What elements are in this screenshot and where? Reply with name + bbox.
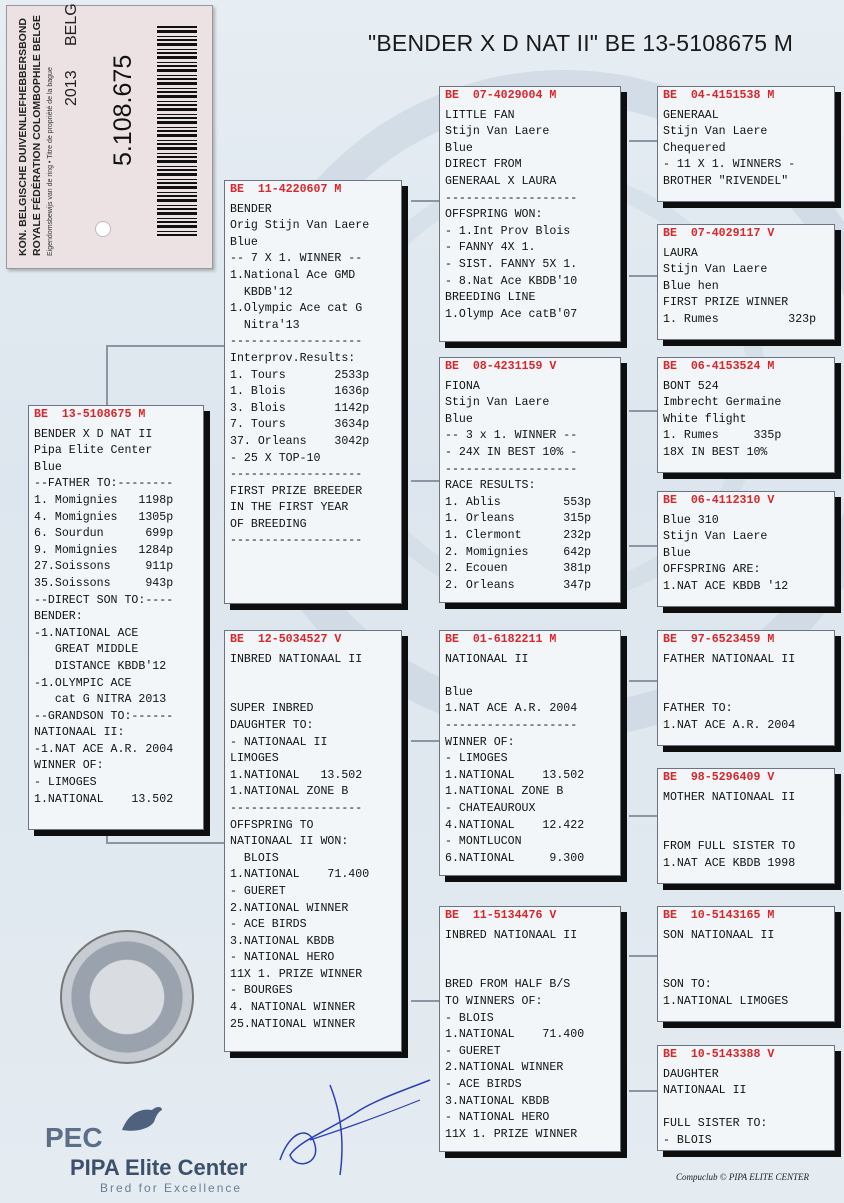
card-line: 1.National Ace GMD: [230, 268, 356, 282]
card-line: WINNER OF:: [34, 759, 104, 773]
card-line: Imbrecht Germaine: [663, 396, 782, 410]
card-line: Blue 310: [663, 513, 719, 527]
card-line: IN THE FIRST YEAR: [230, 501, 349, 515]
card-line: - 1.Int Prov Blois: [445, 224, 571, 238]
card-ring-number: BE 11-4220607 M: [230, 183, 342, 196]
card-ring-number: BE 12-5034527 V: [230, 633, 342, 646]
pedigree-card-dam-dam: [439, 906, 621, 1152]
card-line: - 11 X 1. WINNERS -: [663, 158, 796, 172]
card-line: 2.NATIONAL WINNER: [230, 901, 349, 915]
card-line: --DIRECT SON TO:----: [34, 593, 174, 607]
card-line: [445, 961, 620, 978]
card-line: 1. Rumes 335p: [663, 429, 782, 443]
pigeon-logo-icon: [118, 1100, 164, 1136]
card-line: Pipa Elite Center: [34, 444, 153, 458]
connector-line: [629, 680, 657, 682]
card-line: 1. Clermont 232p: [445, 528, 592, 542]
pedigree-card-ggp: [657, 906, 835, 1022]
card-line: RACE RESULTS:: [445, 479, 536, 493]
card-line: Blue: [34, 460, 62, 474]
card-line: - BOURGES: [230, 984, 293, 998]
card-line: OFFSPRING ARE:: [663, 563, 761, 577]
card-line: 1.NATIONAL 71.400: [445, 1028, 585, 1042]
card-line: -1.NATIONAL ACE: [34, 626, 139, 640]
card-line: - CHATEAUROUX: [445, 801, 536, 815]
card-ring-number: BE 07-4029004 M: [445, 89, 557, 102]
card-line: KBDB'12: [230, 285, 293, 299]
card-line: --GRANDSON TO:------: [34, 709, 174, 723]
card-line: 2. Orleans 347p: [445, 578, 592, 592]
card-body: [663, 246, 834, 329]
card-line: INBRED NATIONAAL II: [445, 928, 578, 942]
card-line: 1.NATIONAL ZONE B: [445, 785, 564, 799]
card-line: 1.NAT ACE KBDB '12: [663, 579, 789, 593]
card-line: [445, 944, 620, 961]
card-line: Blue: [445, 685, 473, 699]
card-line: DAUGHTER: [663, 1067, 719, 1081]
card-line: - FANNY 4X 1.: [445, 241, 536, 255]
card-line: WINNER OF:: [445, 735, 515, 749]
card-line: 37. Orleans 3042p: [230, 434, 370, 448]
card-line: NATIONAAL II: [663, 1084, 747, 1098]
card-line: FROM FULL SISTER TO: [663, 840, 796, 854]
card-body: [663, 790, 834, 873]
connector-line: [629, 815, 657, 817]
pedigree-card-ggp: [657, 86, 835, 202]
card-body: [663, 1067, 834, 1150]
card-body: [445, 928, 620, 1144]
card-line: 1.NATIONAL ZONE B: [230, 785, 349, 799]
card-line: 35.Soissons 943p: [34, 576, 174, 590]
card-body: [663, 928, 834, 1011]
card-ring-number: BE 04-4151538 M: [663, 89, 775, 102]
card-ring-number: BE 07-4029117 V: [663, 227, 775, 240]
card-line: 2.NATIONAL WINNER: [445, 1061, 564, 1075]
card-line: LAURA: [663, 246, 698, 260]
card-body: [445, 652, 620, 868]
card-line: BREEDING LINE: [445, 291, 536, 305]
card-line: GENERAAL X LAURA: [445, 174, 557, 188]
card-line: TO WINNERS OF:: [445, 994, 543, 1008]
card-body: [663, 108, 834, 191]
card-line: [663, 944, 834, 961]
card-line: 4. Momignies 1305p: [34, 510, 174, 524]
pedigree-card-ggp: [657, 630, 835, 746]
card-line: Stijn Van Laere: [663, 530, 768, 544]
card-line: [445, 668, 620, 685]
card-line: - NATIONAL HERO: [445, 1111, 550, 1125]
card-line: 1. Tours 2533p: [230, 368, 370, 382]
card-line: GREAT MIDDLE: [34, 643, 139, 657]
card-line: [663, 1100, 834, 1117]
card-line: DISTANCE KBDB'12: [34, 659, 167, 673]
pedigree-card-dam: [224, 630, 402, 1052]
pedigree-card-ggp: [657, 491, 835, 607]
connector-line: [411, 1000, 439, 1002]
page-title: "BENDER X D NAT II" BE 13-5108675 M: [368, 30, 794, 56]
connector-line: [629, 410, 657, 412]
card-line: FATHER NATIONAAL II: [663, 652, 796, 666]
card-line: Blue hen: [663, 279, 719, 293]
card-line: NATIONAAL II:: [34, 726, 125, 740]
card-line: FATHER TO:: [663, 702, 733, 716]
card-line: BENDER: [230, 202, 272, 216]
card-line: - SIST. FANNY 5X 1.: [445, 257, 578, 271]
connector-line: [411, 200, 439, 202]
card-line: Interprov.Results:: [230, 351, 356, 365]
card-line: [663, 961, 834, 978]
card-line: 11X 1. PRIZE WINNER: [445, 1127, 578, 1141]
card-line: Stijn Van Laere: [445, 396, 550, 410]
card-line: 9. Momignies 1284p: [34, 543, 174, 557]
card-ring-number: BE 11-5134476 V: [445, 909, 557, 922]
card-line: OFFSPRING TO: [230, 818, 314, 832]
card-line: 1.NATIONAL 13.502: [230, 768, 363, 782]
card-ring-number: BE 98-5296409 V: [663, 771, 775, 784]
connector-line: [106, 345, 224, 347]
ring-label-line1: KON. BELGISCHE DUIVENLIEFHEBBERSBOND: [17, 17, 29, 256]
card-line: cat G NITRA 2013: [34, 693, 167, 707]
card-line: MOTHER NATIONAAL II: [663, 790, 796, 804]
card-line: DAUGHTER TO:: [230, 718, 314, 732]
ring-year: 2013: [63, 70, 80, 106]
card-line: 1. Blois 1636p: [230, 385, 370, 399]
connector-line: [629, 955, 657, 957]
card-line: [663, 685, 834, 702]
connector-line: [629, 140, 657, 142]
card-line: - NATIONAAL II: [230, 735, 328, 749]
card-line: - NATIONAL HERO: [230, 951, 335, 965]
card-line: [663, 823, 834, 840]
card-body: [663, 379, 834, 462]
card-line: FULL SISTER TO:: [663, 1117, 768, 1131]
pedigree-card-ggp: [657, 1045, 835, 1151]
card-line: SUPER INBRED: [230, 702, 314, 716]
card-line: BROTHER "RIVENDEL": [663, 174, 789, 188]
card-line: Blue: [445, 412, 473, 426]
card-line: -1.OLYMPIC ACE: [34, 676, 132, 690]
card-line: FIRST PRIZE BREEDER: [230, 484, 363, 498]
card-line: - 8.Nat Ace KBDB'10: [445, 274, 578, 288]
label-hole: [95, 221, 111, 237]
connector-line: [106, 842, 224, 844]
card-body: [230, 652, 401, 1034]
logo-tagline: Bred for Excellence: [100, 1181, 243, 1195]
card-line: OFFSPRING WON:: [445, 208, 543, 222]
card-line: BRED FROM HALF B/S: [445, 978, 571, 992]
club-seal: [60, 930, 194, 1064]
card-line: --FATHER TO:--------: [34, 477, 174, 491]
card-line: -- 7 X 1. WINNER --: [230, 252, 363, 266]
card-line: 1. Ablis 553p: [445, 495, 592, 509]
pedigree-card-sire-dam: [439, 357, 621, 603]
card-line: 3.NATIONAL KBDB: [230, 934, 335, 948]
pedigree-card-sire: [224, 180, 402, 604]
card-line: 1.NAT ACE A.R. 2004: [445, 702, 578, 716]
card-line: -------------------: [445, 191, 578, 205]
card-line: 1.Olympic Ace cat G: [230, 302, 363, 316]
pedigree-card-ggp: [657, 768, 835, 884]
card-body: [445, 108, 620, 324]
card-ring-number: BE 06-4153524 M: [663, 360, 775, 373]
card-line: INBRED NATIONAAL II: [230, 652, 363, 666]
card-line: BONT 524: [663, 379, 719, 393]
card-line: Blue: [663, 546, 691, 560]
pedigree-card-ggp: [657, 224, 835, 340]
card-line: - MONTLUCON: [445, 835, 522, 849]
card-line: - LIMOGES: [34, 776, 97, 790]
card-line: [663, 668, 834, 685]
card-ring-number: BE 97-6523459 M: [663, 633, 775, 646]
card-line: -1.NAT ACE A.R. 2004: [34, 742, 174, 756]
card-line: Orig Stijn Van Laere: [230, 219, 370, 233]
card-line: FIRST PRIZE WINNER: [663, 296, 789, 310]
card-body: [230, 202, 401, 550]
card-line: -------------------: [230, 801, 363, 815]
connector-line: [106, 830, 108, 842]
card-line: 1. Momignies 1198p: [34, 493, 174, 507]
card-line: NATIONAAL II: [445, 652, 529, 666]
card-line: SON TO:: [663, 978, 712, 992]
connector-line: [629, 545, 657, 547]
card-line: Chequered: [663, 141, 726, 155]
card-line: OF BREEDING: [230, 517, 307, 531]
connector-line: [411, 480, 439, 482]
card-body: [663, 513, 834, 596]
card-line: GENERAAL: [663, 108, 719, 122]
card-line: - BLOIS: [663, 1133, 712, 1147]
connector-line: [629, 1090, 657, 1092]
card-ring-number: BE 10-5143165 M: [663, 909, 775, 922]
card-body: [34, 427, 203, 809]
ring-country: BELG: [63, 3, 80, 46]
card-line: 1. Rumes 323p: [663, 312, 817, 326]
card-line: Blue: [445, 141, 473, 155]
card-line: DIRECT FROM: [445, 158, 522, 172]
card-line: 6.NATIONAL 9.300: [445, 851, 585, 865]
ring-label-line2: ROYALE FÉDÉRATION COLOMBOPHILE BELGE: [31, 15, 43, 256]
card-line: [230, 668, 401, 685]
card-line: 18X IN BEST 10%: [663, 445, 768, 459]
card-line: 1.NATIONAL 13.502: [445, 768, 585, 782]
card-line: NATIONAAL II WON:: [230, 835, 349, 849]
card-line: SON NATIONAAL II: [663, 928, 775, 942]
card-line: 7. Tours 3634p: [230, 418, 370, 432]
card-line: - 24X IN BEST 10% -: [445, 445, 578, 459]
card-ring-number: BE 10-5143388 V: [663, 1048, 775, 1061]
card-line: Stijn Van Laere: [663, 263, 768, 277]
card-line: - ACE BIRDS: [445, 1077, 522, 1091]
ring-label: [6, 5, 213, 269]
card-line: 6. Sourdun 699p: [34, 527, 174, 541]
card-line: 4. NATIONAL WINNER: [230, 1001, 356, 1015]
card-line: -------------------: [230, 468, 363, 482]
card-line: - GUERET: [445, 1044, 501, 1058]
card-body: [445, 379, 620, 595]
card-line: -------------------: [445, 462, 578, 476]
card-line: Nitra'13: [230, 318, 300, 332]
card-ring-number: BE 08-4231159 V: [445, 360, 557, 373]
card-line: 2. Momignies 642p: [445, 545, 592, 559]
pedigree-card-ggp: [657, 357, 835, 473]
card-line: FIONA: [445, 379, 480, 393]
card-line: [663, 806, 834, 823]
card-line: 25.NATIONAL WINNER: [230, 1017, 356, 1031]
card-line: - 25 X TOP-10: [230, 451, 321, 465]
pedigree-card-subject: [28, 405, 204, 830]
card-line: 1.NATIONAL 13.502: [34, 792, 174, 806]
card-line: -- 3 x 1. WINNER --: [445, 429, 578, 443]
connector-line: [411, 740, 439, 742]
card-line: -------------------: [445, 718, 578, 732]
connector-line: [629, 275, 657, 277]
card-line: 27.Soissons 911p: [34, 560, 174, 574]
card-line: LIMOGES: [230, 752, 279, 766]
pedigree-card-sire-sire: [439, 86, 621, 342]
card-ring-number: BE 13-5108675 M: [34, 408, 146, 421]
card-ring-number: BE 01-6182211 M: [445, 633, 557, 646]
card-line: LITTLE FAN: [445, 108, 515, 122]
card-line: 1.NAT ACE A.R. 2004: [663, 718, 796, 732]
card-line: 1.Olymp Ace catB'07: [445, 307, 578, 321]
card-line: [230, 685, 401, 702]
card-line: 1. Orleans 315p: [445, 512, 592, 526]
card-line: Stijn Van Laere: [445, 125, 550, 139]
logo-name: PIPA Elite Center: [70, 1155, 248, 1180]
card-line: 3. Blois 1142p: [230, 401, 370, 415]
card-line: BENDER X D NAT II: [34, 427, 153, 441]
card-body: [663, 652, 834, 735]
pedigree-card-dam-sire: [439, 630, 621, 876]
logo-pec: PEC: [45, 1122, 103, 1153]
ring-label-line3: Eigendomsbewijs van de ring • Titre de propriété de la bague: [47, 67, 54, 256]
card-line: 2. Ecouen 381p: [445, 562, 592, 576]
card-ring-number: BE 06-4112310 V: [663, 494, 775, 507]
card-line: BENDER:: [34, 610, 83, 624]
card-line: Stijn Van Laere: [663, 125, 768, 139]
card-line: -------------------: [230, 534, 363, 548]
signature-icon: [270, 1070, 440, 1180]
card-line: BLOIS: [230, 851, 279, 865]
connector-line: [106, 345, 108, 407]
card-line: 4.NATIONAL 12.422: [445, 818, 585, 832]
card-line: 1.NATIONAL LIMOGES: [663, 994, 789, 1008]
card-line: 3.NATIONAL KBDB: [445, 1094, 550, 1108]
footer-credit: Compuclub © PIPA ELITE CENTER: [676, 1172, 810, 1182]
card-line: - GUERET: [230, 884, 286, 898]
card-line: 1.NATIONAL 71.400: [230, 868, 370, 882]
card-line: - LIMOGES: [445, 752, 508, 766]
card-line: 11X 1. PRIZE WINNER: [230, 967, 363, 981]
barcode: [157, 26, 197, 236]
card-line: White flight: [663, 412, 747, 426]
card-line: - BLOIS: [445, 1011, 494, 1025]
card-line: Blue: [230, 235, 258, 249]
card-line: - ACE BIRDS: [230, 918, 307, 932]
ring-number: 5.108.675: [109, 54, 137, 166]
card-line: -------------------: [230, 335, 363, 349]
card-line: 1.NAT ACE KBDB 1998: [663, 856, 796, 870]
